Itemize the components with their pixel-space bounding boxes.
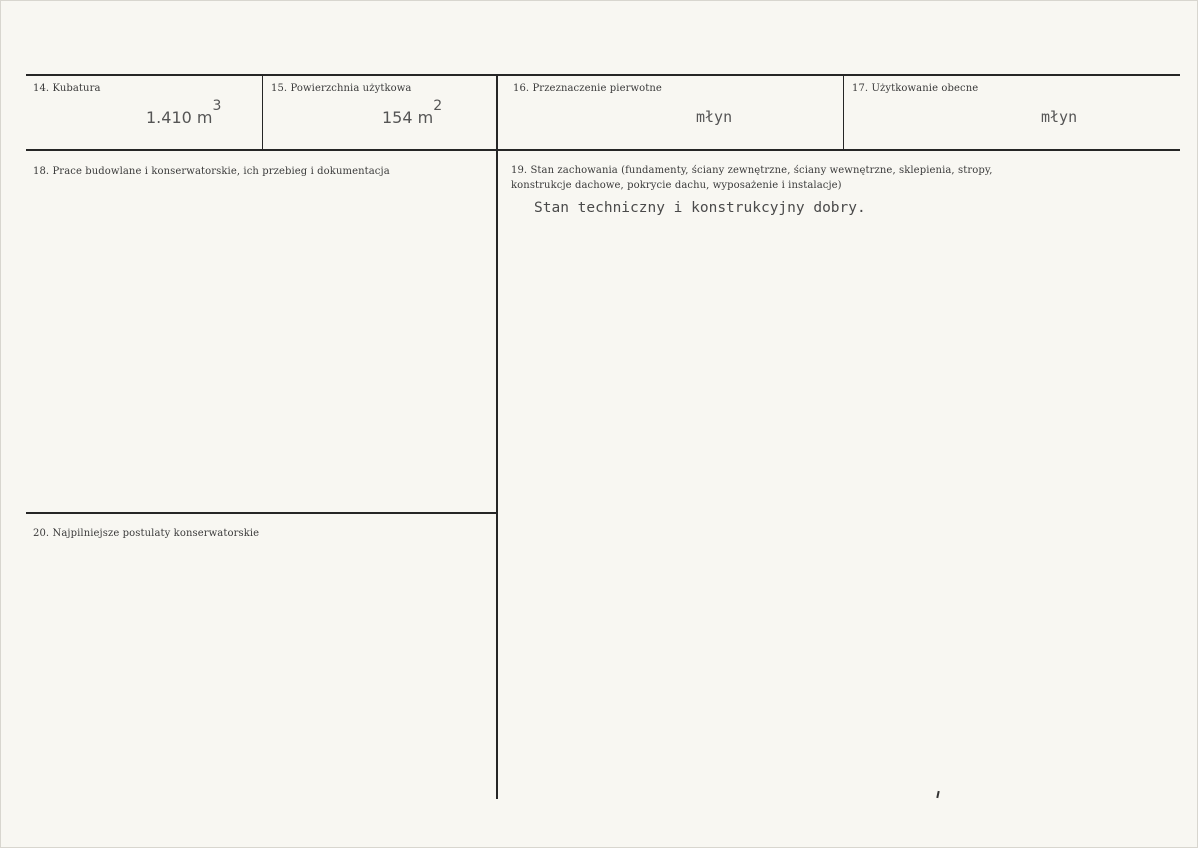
przeznaczenie-label: 16. Przeznaczenie pierwotne	[513, 83, 662, 94]
col-divider-1	[262, 76, 263, 149]
kubatura-exponent: 3	[212, 98, 222, 114]
col-divider-2	[496, 76, 498, 799]
top-rule	[26, 74, 1180, 76]
kubatura-label: 14. Kubatura	[33, 83, 101, 94]
prace-label: 18. Prace budowlane i konserwatorskie, ich przebieg i dokumentacja	[33, 166, 390, 177]
powierzchnia-label: 15. Powierzchnia użytkowa	[271, 83, 412, 94]
stan-value: Stan techniczny i konstrukcyjny dobry.	[534, 200, 866, 216]
ink-speck	[936, 791, 939, 798]
stan-label-line2: konstrukcje dachowe, pokrycie dachu, wyposażenie i instalacje)	[511, 180, 842, 191]
powierzchnia-number: 154 m	[382, 108, 434, 127]
uzytkowanie-label: 17. Użytkowanie obecne	[852, 83, 979, 94]
uzytkowanie-value: młyn	[1041, 108, 1078, 126]
przeznaczenie-value: młyn	[696, 108, 733, 126]
stan-label-line1: 19. Stan zachowania (fundamenty, ściany zewnętrzne, ściany wewnętrzne, sklepienia, stropy,	[511, 165, 993, 176]
kubatura-value	[146, 98, 222, 127]
section-divider	[26, 512, 496, 514]
powierzchnia-exponent: 2	[433, 98, 443, 114]
row-divider	[26, 149, 1180, 151]
kubatura-number: 1.410 m	[146, 108, 213, 127]
powierzchnia-value	[382, 98, 443, 127]
postulaty-label: 20. Najpilniejsze postulaty konserwatorskie	[33, 528, 260, 539]
col-divider-3	[843, 76, 844, 149]
